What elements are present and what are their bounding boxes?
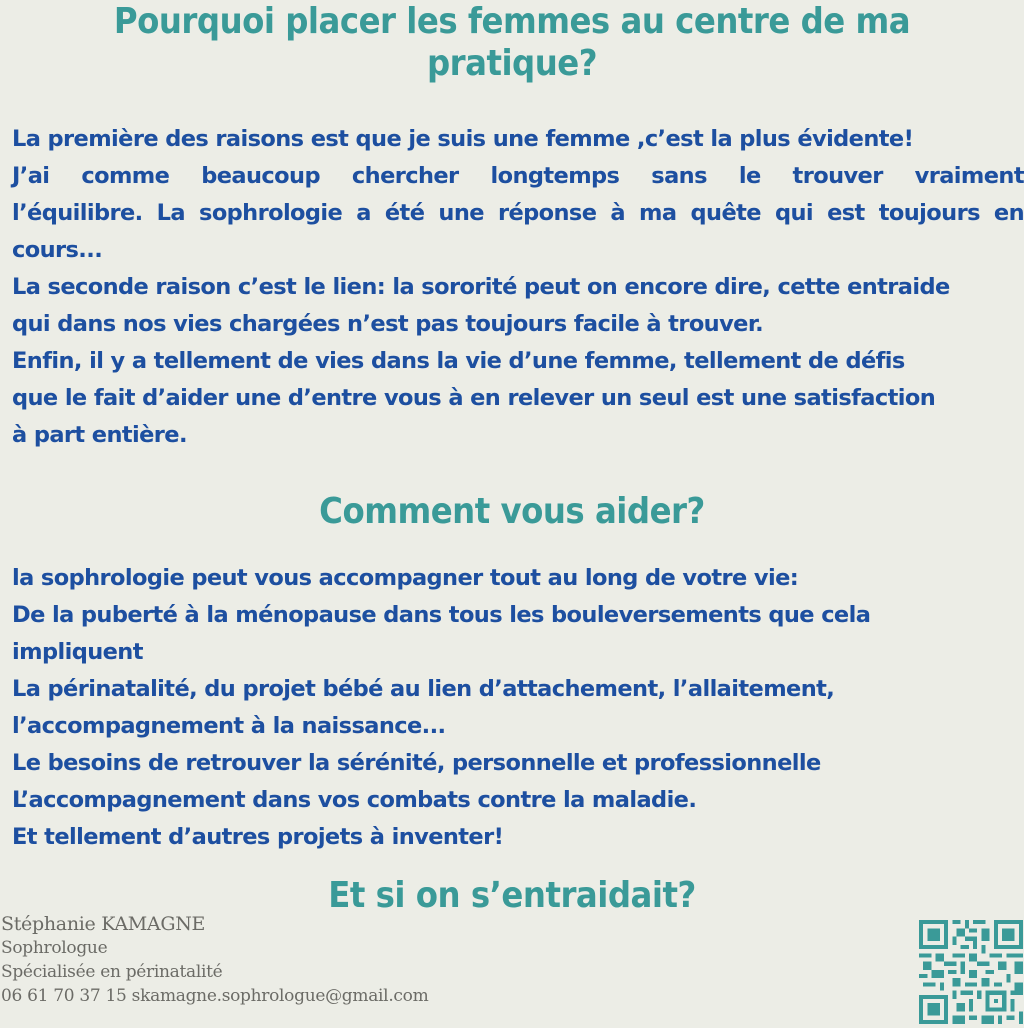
section-heading-help: Comment vous aider? — [319, 491, 705, 532]
text-line: à part entière. — [12, 422, 187, 448]
contact-footer — [1, 912, 428, 1008]
text-line: cours... — [12, 237, 103, 263]
qr-code-icon[interactable] — [919, 920, 1023, 1024]
text-line: l’accompagnement à la naissance... — [12, 713, 446, 739]
text-line: impliquent — [12, 639, 143, 665]
text-line: J’ai comme beaucoup chercher longtemps sans le trouver vraiment — [12, 163, 1024, 189]
text-line: Le besoins de retrouver la sérénité, personnelle et professionnelle — [12, 750, 821, 776]
practitioner-specialty: Spécialisée en périnatalité — [1, 962, 223, 982]
main-heading-line-1: Pourquoi placer les femmes au centre de ma — [113, 1, 911, 42]
text-line: qui dans nos vies chargées n’est pas toujours facile à trouver. — [12, 311, 764, 337]
main-heading — [0, 2, 1024, 86]
text-line: De la puberté à la ménopause dans tous les bouleversements que cela — [12, 602, 871, 628]
text-line: la sophrologie peut vous accompagner tout au long de votre vie: — [12, 565, 799, 591]
text-line: l’équilibre. La sophrologie a été une réponse à ma quête qui est toujours en — [12, 200, 1024, 226]
reasons-paragraph — [12, 121, 1024, 454]
practitioner-name: Stéphanie KAMAGNE — [1, 913, 206, 935]
text-line: Et tellement d’autres projets à inventer! — [12, 824, 504, 850]
help-paragraph — [12, 560, 1024, 856]
contact-info: 06 61 70 37 15 skamagne.sophrologue@gmail.com — [1, 986, 429, 1006]
text-line: que le fait d’aider une d’entre vous à en relever un seul est une satisfaction — [12, 385, 936, 411]
text-line: La seconde raison c’est le lien: la sororité peut on encore dire, cette entraide — [12, 274, 950, 300]
text-line: La première des raisons est que je suis une femme ,c’est la plus évidente! — [12, 126, 914, 152]
practitioner-role: Sophrologue — [1, 938, 108, 958]
main-heading-line-2: pratique? — [426, 43, 598, 84]
text-line: Enfin, il y a tellement de vies dans la vie d’une femme, tellement de défis — [12, 348, 905, 374]
section-heading-closing: Et si on s’entraidait? — [328, 875, 696, 916]
text-line: La périnatalité, du projet bébé au lien d’attachement, l’allaitement, — [12, 676, 835, 702]
text-line: L’accompagnement dans vos combats contre la maladie. — [12, 787, 697, 813]
